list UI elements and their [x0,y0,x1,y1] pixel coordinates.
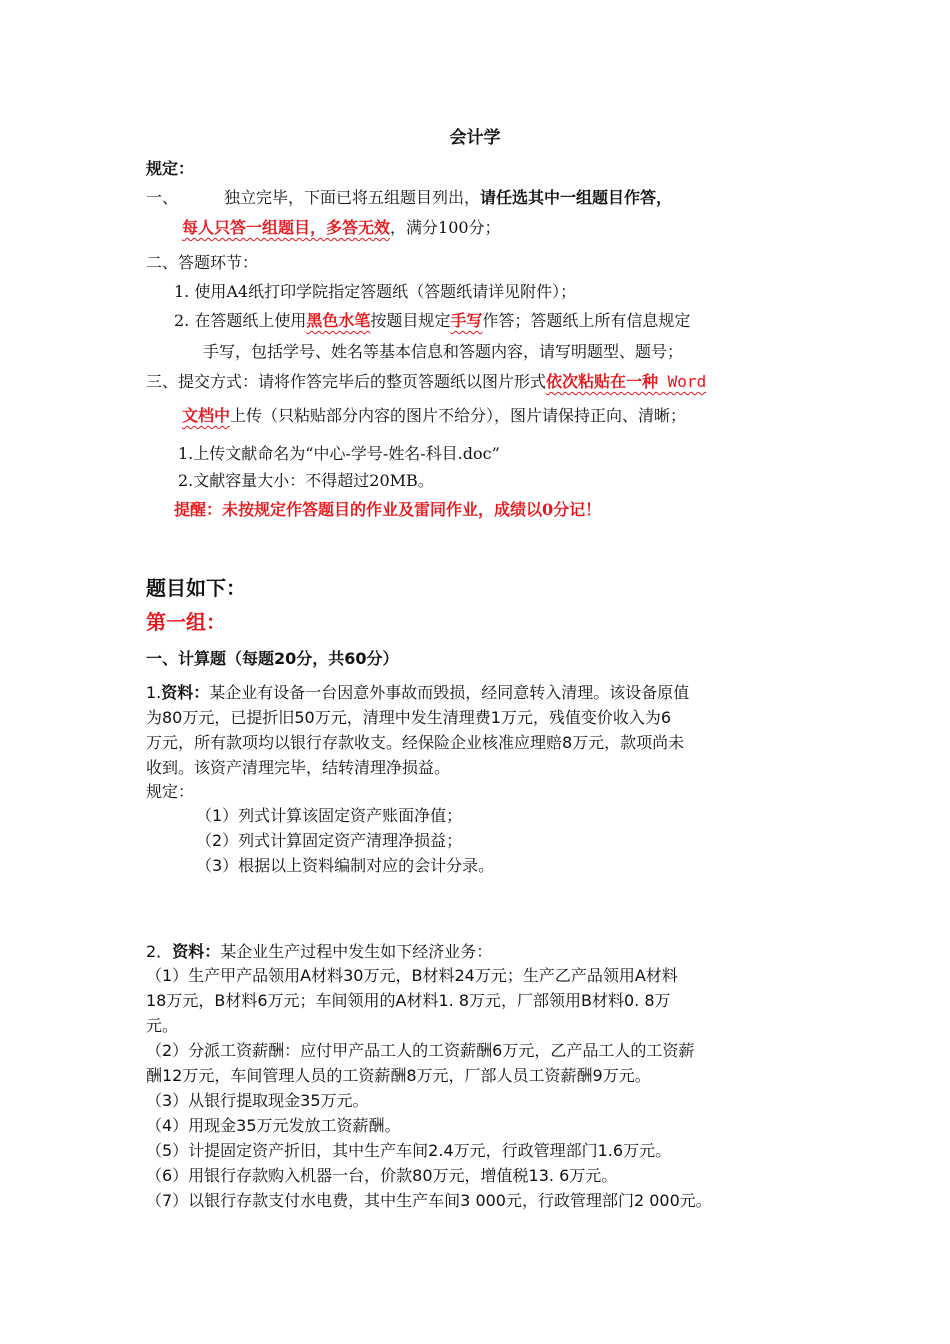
rule-item-2-heading: 二、答题环节： [146,253,259,272]
rule-item-2-sub-2-text-c: 作答；答题纸上所有信息规定 [482,311,691,330]
word-document-emphasis: 文档中 [182,406,231,425]
question-1-requirements-heading: 规定： [146,782,195,801]
question-1-requirement-3: （3）根据以上资料编制对应的会计分录。 [196,856,495,875]
rule-item-2-sub-2-text: 2. 在答题纸上使用 [174,311,307,330]
section-1-heading: 一、计算题（每题20分，共60分） [146,649,399,668]
question-2-line-1: （1）生产甲产品领用A材料30万元，B材料24万元；生产乙产品领用A材料 [146,966,678,985]
rule-item-2-sub-2-continued: 手写，包括学号、姓名等基本信息和答题内容，请写明题型、题号； [203,342,684,361]
document-title: 会计学 [449,128,501,148]
question-2-line-7: （4）用现金35万元发放工资薪酬。 [146,1116,401,1135]
reminder-text: 提醒：未按规定作答题目的作业及雷同作业，成绩以0分记！ [174,500,602,519]
question-1-line-1: 某企业有设备一台因意外事故而毁损，经同意转入清理。该设备原值 [209,683,690,702]
question-1-line-2: 为80万元，已提折旧50万元，清理中发生清理费1万元，残值变价收入为6 [146,708,672,727]
rule-item-3-sub-1: 1.上传文献命名为“中心-学号-姓名-科目.doc” [178,444,500,463]
question-2-first-line [146,942,492,962]
black-pen-emphasis: 黑色水笔 [306,311,371,330]
question-2-line-10: （7）以银行存款支付水电费，其中生产车间3 000元，行政管理部门2 000元。 [146,1191,712,1210]
rule-item-1-score: ，满分100分； [390,218,501,237]
question-1-requirement-1: （1）列式计算该固定资产账面净值； [196,806,463,825]
rule-item-1-emphasis: 请任选其中一组题目作答， [480,188,673,207]
group-1-heading: 第一组： [146,610,226,634]
question-2-line-4: （2）分派工资薪酬：应付甲产品工人的工资薪酬6万元，乙产品工人的工资薪 [146,1041,695,1060]
question-1-line-4: 收到。该资产清理完毕，结转清理净损益。 [146,758,451,777]
question-2-number: 2． [146,942,173,961]
question-2-line-8: （5）计提固定资产折旧，其中生产车间2.4万元，行政管理部门1.6万元。 [146,1141,672,1160]
rule-item-2-sub-2 [174,311,690,331]
rule-item-3-sub-2: 2.文献容量大小：不得超过20MB。 [178,471,434,490]
rule-item-1-text: 独立完毕，下面已将五组题目列出， [224,188,481,207]
rule-item-2-sub-1: 1. 使用A4纸打印学院指定答题纸（答题纸请详见附件）； [174,282,577,301]
rule-item-3-line2 [182,406,686,426]
questions-heading: 题目如下： [146,576,246,600]
handwrite-emphasis: 手写 [450,311,483,330]
question-2-label: 资料： [172,942,221,961]
rule-item-3-text: 三、提交方式：请将作答完毕后的整页答题纸以图片形式 [146,372,547,391]
question-2-line-9: （6）用银行存款购入机器一台，价款80万元，增值税13. 6万元。 [146,1166,618,1185]
question-2-line-3: 元。 [146,1016,179,1035]
question-2-line-2: 18万元，B材料6万元；车间领用的A材料1. 8万元，厂部领用B材料0. 8万 [146,991,671,1010]
rules-heading: 规定： [146,159,195,178]
rule-item-2-sub-2-text-b: 按题目规定 [370,311,451,330]
rule-item-1-warning: 每人只答一组题目，多答无效 [182,218,391,237]
rule-item-3 [146,372,706,392]
rule-item-1-number: 一、 [146,188,179,207]
question-2-line-6: （3）从银行提取现金35万元。 [146,1091,369,1110]
question-2-line-5: 酬12万元，车间管理人员的工资薪酬8万元，厂部人员工资薪酬9万元。 [146,1066,651,1085]
question-1-label: 资料： [161,683,210,702]
rule-item-1 [146,188,672,208]
rule-item-1-line2 [182,218,501,238]
paste-in-word-emphasis: 依次粘贴在一种 [546,372,659,391]
question-1-number: 1. [146,683,162,702]
question-1-requirement-2: （2）列式计算固定资产清理净损益； [196,831,463,850]
rule-item-3-upload-text: 上传（只粘贴部分内容的图片不给分），图片请保持正向、清晰； [230,406,687,425]
word-label: Word [658,372,707,391]
question-1-first-line [146,683,689,703]
question-1-line-3: 万元，所有款项均以银行存款收支。经保险企业核准应理赔8万元，款项尚未 [146,733,685,752]
question-2-intro: 某企业生产过程中发生如下经济业务： [220,942,493,961]
